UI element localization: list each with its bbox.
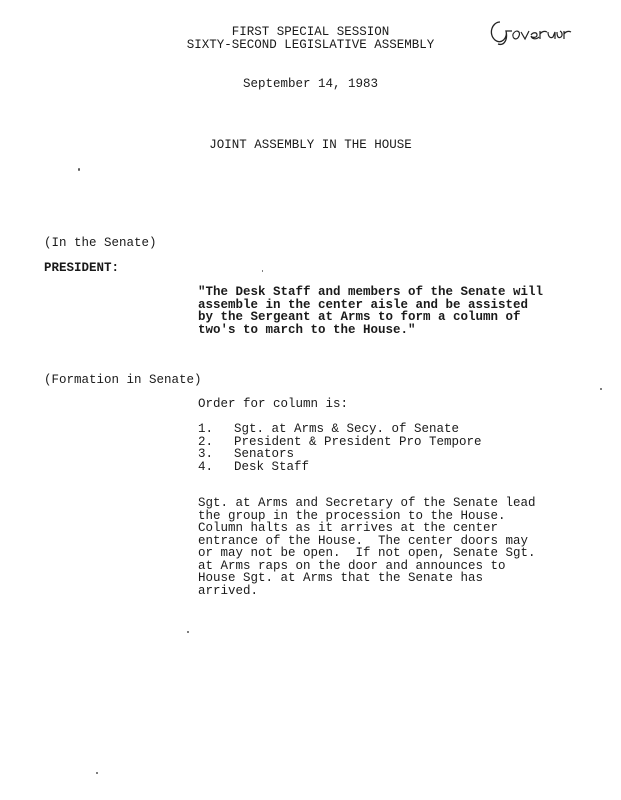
scan-speck (187, 631, 189, 633)
paragraph-line: entrance of the House. The center doors may (198, 533, 529, 548)
scan-speck (96, 772, 98, 774)
scan-speck (600, 388, 602, 390)
paragraph-line: Sgt. at Arms and Secretary of the Senate lead (198, 496, 536, 510)
paragraph-line: arrived. (198, 583, 259, 598)
order-heading: Order for column is: (198, 397, 349, 411)
document-title: JOINT ASSEMBLY IN THE HOUSE (209, 138, 412, 152)
list-item: 2. President & President Pro Tempore (198, 434, 482, 449)
paragraph-line: House Sgt. at Arms that the Senate has (198, 571, 484, 585)
location-note: (In the Senate) (44, 236, 157, 250)
session-heading: FIRST SPECIAL SESSION (231, 25, 390, 39)
list-item: 1. Sgt. at Arms & Secy. of Senate (198, 422, 460, 436)
speaker-label: PRESIDENT: (44, 261, 120, 275)
scan-speck (262, 270, 263, 272)
statement-line: "The Desk Staff and members of the Senate will (198, 285, 544, 299)
order-list (198, 423, 482, 473)
handwritten-signature-icon (486, 14, 576, 48)
list-item: 4. Desk Staff (198, 459, 310, 474)
statement-line: assemble in the center aisle and be assisted (198, 297, 529, 312)
paragraph-line: at Arms raps on the door and announces to (198, 558, 506, 573)
procession-paragraph (198, 497, 558, 597)
paragraph-line: the group in the procession to the House. (198, 508, 506, 523)
statement-line: by the Sergeant at Arms to form a column of (198, 310, 521, 324)
document-date: September 14, 1983 (242, 77, 379, 91)
paragraph-line: Column halts as it arrives at the center (198, 521, 499, 535)
assembly-heading: SIXTY-SECOND LEGISLATIVE ASSEMBLY (186, 38, 435, 52)
scan-speck (78, 168, 80, 171)
statement-line: two's to march to the House." (198, 322, 416, 337)
formation-note: (Formation in Senate) (44, 373, 202, 387)
president-statement (198, 286, 558, 336)
list-item: 3. Senators (198, 447, 295, 461)
paragraph-line: or may not be open. If not open, Senate Sgt. (198, 546, 536, 560)
